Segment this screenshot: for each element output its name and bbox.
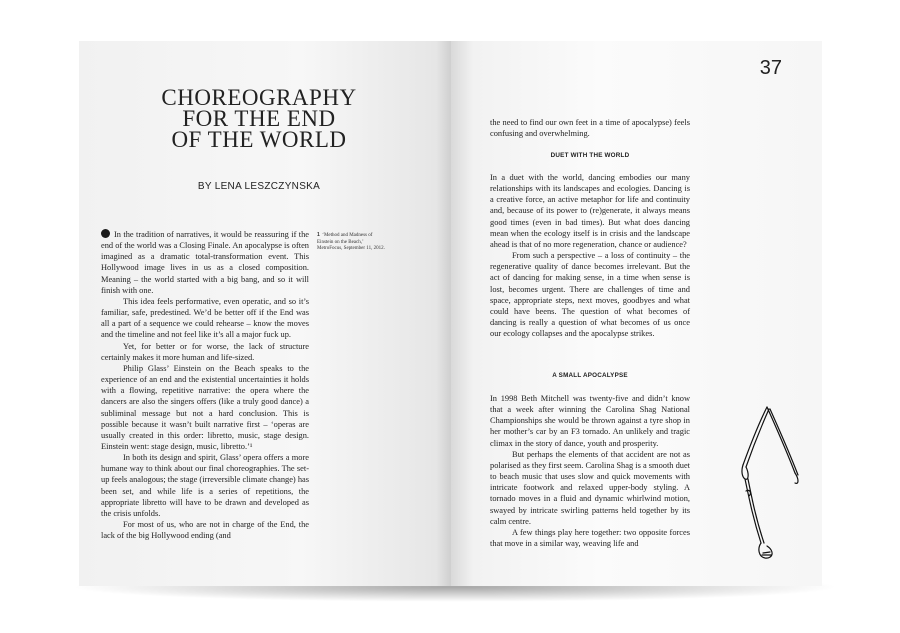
byline: BY LENA LESZCZYNSKA — [197, 181, 321, 192]
page-number: 37 — [759, 57, 782, 79]
title-line: CHOREOGRAPHY — [161, 85, 357, 110]
footnote — [317, 232, 389, 253]
paragraph: But perhaps the elements of that accident are not as polarised as they first seem. Carolina Shag is a smooth duet to beach music that uses slow and quick movements with intricate footwork and relaxed upper-body styling. A tornado moves in a fluid and dynamic whirlwind motion, swayed by intricate swirling patterns held together by its calm centre. — [490, 449, 690, 526]
legs-sketch-icon — [737, 403, 801, 563]
section-heading: DUET WITH THE WORLD — [550, 152, 630, 159]
paragraph: In 1998 Beth Mitchell was twenty-five and didn’t know that a week after winning the Carolina Shag National Championships she would be thrown against a tyre shop in her mother’s car by an F3 tornado. An unlikely and tragic climax in the story of dance, youth and prosperity. — [490, 394, 690, 448]
right-page — [451, 41, 822, 586]
left-body-column — [101, 229, 309, 541]
paragraph: In a duet with the world, dancing embodies our many relationships with its landscapes and ecologies. Dancing is a creative force, an active metaphor for life and continuity and, because of its power to (re)generate, it always means good times (even in bad times). But what does dancing mean when the ecology itself is in crisis and the landscape ahead is that of no more regeneration, chance or audience? — [490, 173, 690, 249]
right-body-column — [490, 393, 690, 549]
paragraph: Philip Glass’ Einstein on the Beach speaks to the experience of an end and the existential uncertainties it holds with a flowing, repetitive narrative: the opera where the dancers are also the singers offers (like a truly good dance) a subliminal message but not a hard conclusion. This is possible because it wasn’t built narrative first – ‘operas are usually created in this order: libretto, music, stage design. Einstein went: stage design, music, libretto.’¹ — [101, 363, 309, 451]
paragraph: the need to find our own feet in a time of apocalypse) feels confusing and overwhelming. — [490, 118, 690, 139]
right-intro — [490, 117, 690, 139]
footnote-number: 1 — [317, 232, 320, 238]
bullet-dot-icon — [101, 229, 110, 238]
footnote-text: ‘Method and Madness of Einstein on the Beach,’ MetroFocus, September 11, 2012. — [317, 233, 385, 252]
title-line: FOR THE END — [182, 106, 336, 131]
paragraph: A few things play here together: two opposite forces that move in a similar way, weaving life and — [490, 527, 690, 549]
paragraph: From such a perspective – a loss of continuity – the regenerative quality of dance becomes irrelevant. But the act of dancing for making sense, in a time when sense is lost, becomes urgent. There are challenges of time and space, appropriate steps, next moves, goodbyes and what could have beens. The question of what becomes of dancing is really a question of what becomes of us once our ecology collapses and the apocalypse strikes. — [490, 251, 690, 339]
article-title — [139, 87, 379, 150]
section-heading: A SMALL APOCALYPSE — [552, 372, 628, 379]
paragraph: In both its design and spirit, Glass’ opera offers a more humane way to think about our final choreographies. The set-up feels analogous; the stage (irreversible climate change) has been set, and while life is a series of repetitions, the appropriate libretto will have to be drawn and developed as the crisis unfolds. — [101, 453, 309, 518]
paragraph: For most of us, who are not in charge of the End, the lack of the big Hollywood ending (and — [101, 520, 309, 541]
left-page — [79, 41, 451, 586]
right-body-column — [490, 172, 690, 339]
paragraph: Yet, for better or for worse, the lack of structure certainly makes it more human and life-sized. — [101, 341, 309, 362]
paragraph: In the tradition of narratives, it would be reassuring if the end of the world was a Closing Finale. An apocalypse is often imagined as a dramatic total-transformation event. This Hollywood image lives in us as a closed composition. Meaning – the world started with a big bang, and so it will finish with one. — [101, 230, 309, 295]
paragraph: This idea feels performative, even operatic, and so it’s familiar, safe, predestined. We’d be better off if the End was all a part of a sequence we could rehearse – know the moves and the timeline and not feel like it’s all a major fuck up. — [101, 296, 309, 340]
title-line: OF THE WORLD — [171, 127, 347, 152]
